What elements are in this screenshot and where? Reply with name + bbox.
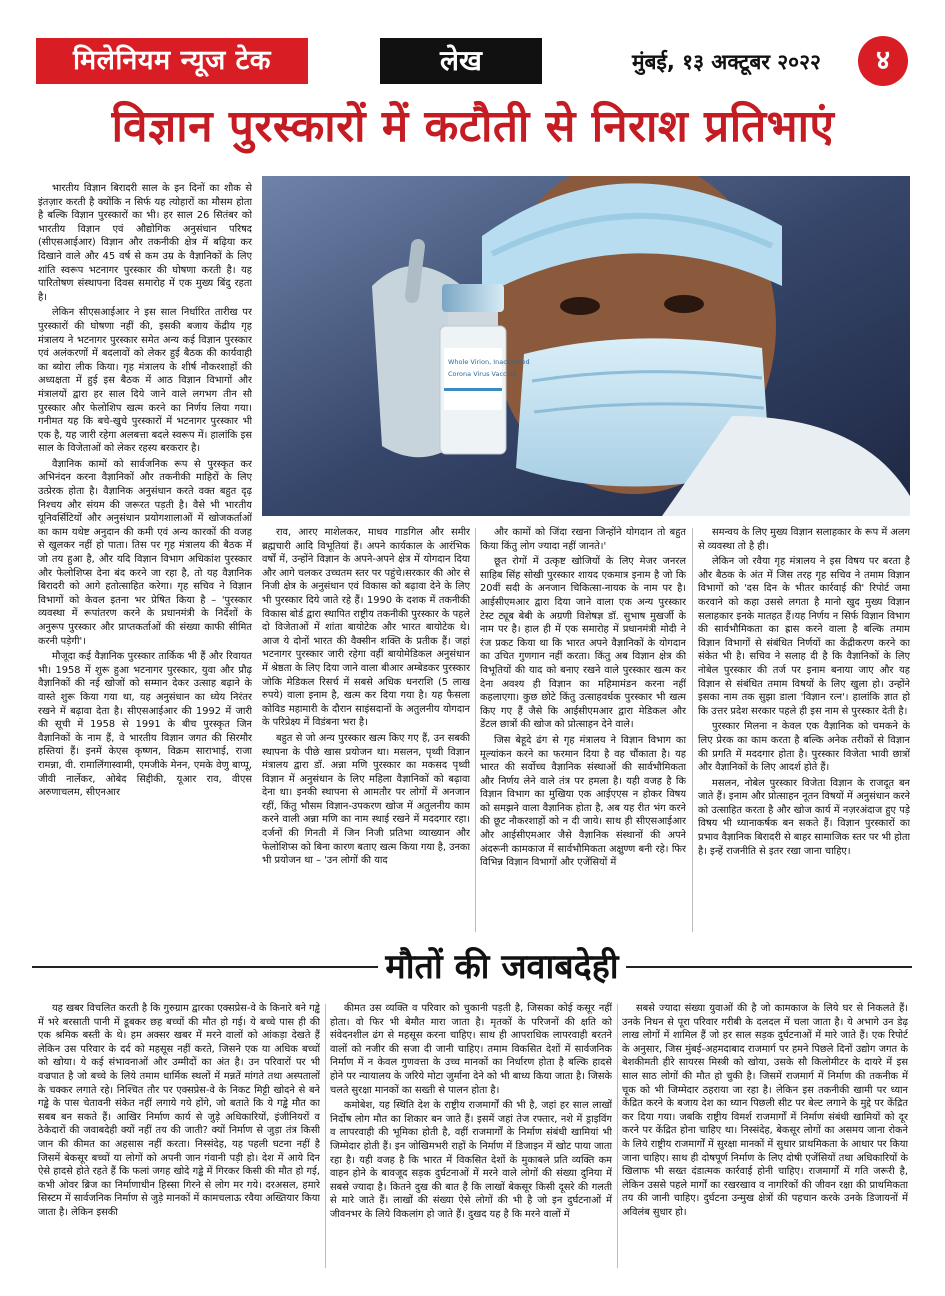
article2-column-1	[38, 1002, 320, 1270]
paragraph: भारतीय विज्ञान बिरादरी साल के इन दिनों का शौक से इंतज़ार करती है क्योंकि न सिर्फ यह त्योहारों का मौसम होता है बल्कि विज्ञान पुरस्कारों का भी। हर साल 26 सितंबर को भारतीय विज्ञान एवं औद्योगिक अनुसंधान परिषद (सीएसआईआर) विज्ञान और तकनीकी क्षेत्र में बढ़िया कर दिखाने वाले और 45 वर्ष से कम उम्र के वैज्ञानिकों के लिए शांति स्वरूप भटनागर पुरस्कार की घोषणा करती है। यह पारितोषण संस्थापना दिवस समारोह में एक मुख्य बिंदु रहता है।	[38, 183, 252, 303]
article1-column-3	[480, 526, 686, 934]
column-divider	[475, 528, 476, 932]
vial-label-line-2: Corona Virus Vaccine	[448, 370, 517, 378]
paragraph: लेकिन सीएसआईआर ने इस साल निर्धारित तारीख पर पुरस्कारों की घोषणा नहीं की, इसकी बजाय केंद्रीय गृह मंत्रालय ने भटनागर पुरस्कार समेत अन्य कई विज्ञान पुरस्कार एवं अलंकरणों में बदलावों को लेकर हुई बैठक की कार्यवाही का ब्योरा लीक किया। गृह मंत्रालय के शीर्ष नौकरशाहों की अध्यक्षता में हुई इस बैठक में आठ विज्ञान विभागों और मंत्रालयों द्वारा हर साल दिये जाने वाले लगभग तीन सौ पुरस्कार और फेलोशिप खत्म करने का निर्णय लिया गया। गनीमत यह कि बचे-खुचे पुरस्कारों में भटनागर पुरस्कार भी एक है, यह जारी रहेगा अलबत्ता बदले स्वरूप में। हालांकि इस साल के विजेताओं को लेकर रहस्य बरकरार है।	[38, 307, 252, 455]
paragraph: राव, आरए माशेलकर, माधव गाडगिल और समीर ब्रह्मचारी आदि विभूतियां हैं। अपने कार्यकाल के आरंभिक वर्षों में, उन्होंने विज्ञान के अपने-अपने क्षेत्र में योगदान दिया और आगे चलकर उच्चतम स्तर पर पहुंचे।सरकार की ओर से निजी क्षेत्र के अनुसंधान एवं विकास को बढ़ावा देने के लिए भी पुरस्कार दिये जाते रहे हैं। 1990 के दशक में तकनीकी विकास बोर्ड द्वारा स्थापित राष्ट्रीय तकनीकी पुरस्कार के पहले दो विजेताओं में शांता बायोटेक और भारत बायोटेक थे। आज ये दोनों भारत की वैक्सीन शक्ति के प्रतीक हैं। जहां भटनागर पुरस्कार जारी रहेगा वहीं बायोमेडिकल अनुसंधान में श्रेष्ठता के लिए दिया जाने वाला बीआर अम्बेडकर पुरस्कार जोकि मेडिकल रिसर्च में सबसे अधिक धनराशि (5 लाख रुपये) वाला इनाम है, खत्म कर दिया गया है। यह फैसला कोविड महामारी के दौरान साइंसदानों के अतुलनीय योगदान के परिप्रेक्ष्य में विडंबना भरा है।	[262, 527, 470, 729]
paragraph: जिस बेहूदे ढंग से गृह मंत्रालय ने विज्ञान विभाग का मूल्यांकन करने का फरमान दिया है वह चौंकाता है। यह भारत की सर्वोच्च वैज्ञानिक संस्थाओं की सार्वभौमिकता और निर्णय लेने वाले तंत्र पर हमला है। यही वजह है कि विज्ञान विभाग का मुखिया एक आईएएस न होकर विषय को समझने वाला वैज्ञानिक होता है, अब यह रीत भंग करने की छूट नौकरशाहों को न दी जाये। साथ ही सीएसआईआर और आईसीएमआर जैसे वैज्ञानिक संस्थानों की अपने अंदरूनी कामकाज में सार्वभौमिकता अक्षुण्ण बनी रहे। फिर विभिन्न विज्ञान विभागों और एजेंसियों में	[480, 734, 686, 869]
paragraph: लेकिन जो रवैया गृह मंत्रालय ने इस विषय पर बरता है और बैठक के अंत में जिस तरह गृह सचिव ने तमाम विज्ञान विभागों को 'दस दिन के भीतर कार्रवाई की' रिपोर्ट जमा करवाने को कहा उससे लगता है मानो खुद मुख्य विज्ञान सलाहकार इनके मातहत हैं।यह निर्णय न सिर्फ विज्ञान विभाग की सार्वभौमिकता का ह्रास करने वाला है बल्कि तमाम विज्ञान विभागों से संबंधित निर्णयों का केंद्रीकरण करने का संकेत भी है। सचिव ने सलाह दी है कि वैज्ञानिकों के लिए नोबेल पुरस्कार की तर्ज पर इनाम बनाया जाए और यह विज्ञान से संबंधित तमाम विषयों के लिए खुला हो। उन्होंने इसका नाम तक सुझा डाला 'विज्ञान रत्न'। हालांकि ज्ञात हो कि उत्तर प्रदेश सरकार पहले ही इस नाम से पुरस्कार देती है।	[698, 556, 910, 717]
paragraph: छूत रोगों में उत्कृष्ट खोजियों के लिए मेजर जनरल साहिब सिंह सोखी पुरस्कार शायद एकमात्र इनाम है जो कि 20वीं सदी के अनजान चिकित्सा-नायक के नाम पर है। आईसीएमआर द्वारा दिया जाने वाला एक अन्य पुरस्कार टेस्ट ट्यूब बेबी के अग्रणी विशेषज्ञ डॉ. सुभाष मुखर्जी के नाम पर है। हाल ही में एक समारोह में प्रधानमंत्री मोदी ने रंज प्रकट किया था कि भारत अपने वैज्ञानिकों के योगदान का उचित गुणगान नहीं करता। किंतु अब विज्ञान क्षेत्र की विभूतियों की याद को बनाए रखने वाले पुरस्कार खत्म कर देना अवश्य ही विज्ञान का महिमामंडन करना नहीं कहलाएगा। कुछ छोटे किंतु उत्साहवर्धक पुरस्कार भी खत्म किए गए हैं जैसे कि आईसीएमआर द्वारा मेडिकल और डेंटल छात्रों की खोज को प्रोत्साहन देने वाले।	[480, 556, 686, 731]
article-headline: विज्ञान पुरस्कारों में कटौती से निराश प्रतिभाएं	[111, 101, 835, 152]
vaccine-photo-illustration	[262, 176, 910, 516]
vial-label-line-1: Whole Virion, Inactivated	[448, 358, 530, 366]
editorial-headline-bar	[32, 936, 912, 998]
article-photo	[262, 176, 910, 516]
section-label: लेख	[380, 38, 542, 84]
paragraph: बहुत से जो अन्य पुरस्कार खत्म किए गए हैं, उन सबकी स्थापना के पीछे खास प्रयोजन था। मसलन, पृथ्वी विज्ञान मंत्रालय द्वारा डॉ. अन्ना मणि पुरस्कार का मकसद पृथ्वी विज्ञान में अनुसंधान के लिए महिला वैज्ञानिकों को बढ़ावा देना था। इनकी स्थापना से आमतौर पर लोगों में अनजान रहीं, किंतु भौसम विज्ञान-उपकरण खोज में अतुलनीय काम करने वाली अन्ना मणि का नाम स्थाई रखने में मददगार रहा। दर्जनों की गिनती में जिन निजी प्रतिभा व्याख्यान और फेलोशिप्स को बिना कारण बताए खत्म किया गया है, उनका भी प्रयोजन था – 'उन लोगों की याद	[262, 732, 470, 867]
paragraph: मौजूदा कई वैज्ञानिक पुरस्कार तार्किक भी हैं और रिवायत भी। 1958 में शुरू हुआ भटनागर पुरस्कार, युवा और प्रौढ़ वैज्ञानिकों की नई खोजों को सम्मान देकर उत्साह बढ़ाने के वास्ते शुरू किया गया था, यह अनुसंधान का ध्येय निरंतर रखने में बढ़ावा देता है। सीएसआईआर की 1992 में जारी की सूची में 1958 से 1991 के बीच पुरस्कृत जिन वैज्ञानिकों के नाम हैं, वे भारतीय विज्ञान जगत की सिरमौर हस्तियां हैं। इनमें केएस कृष्णन, विक्रम साराभाई, राजा रामन्ना, वी. रामालिंगास्वामी, एमजीके मेनन, एमके वेणु बाप्पू, जीवी नार्लेकर, ओबेद सिद्दीकी, यूआर राव, वीएस अरुणाचलम, सीएनआर	[38, 651, 252, 799]
paragraph: वैज्ञानिक कामों को सार्वजनिक रूप से पुरस्कृत कर अभिनंदन करना वैज्ञानिकों और तकनीकी माहिरों के लिए उत्प्रेरक होता है। वैज्ञानिक अनुसंधान करते वक्त बहुत दृढ़ निश्चय और संयम की जरूरत पड़ती है। वैसे भी भारतीय यूनिवर्सिटियों और अनुसंधान प्रयोगशालाओं में खोजकर्ताओं का काम यथेष्ट अनुदान की कमी एवं अन्य कारकों की वजह से खुलकर नहीं हो पाता। तिस पर गृह मंत्रालय की बैठक में जो तय हुआ है, और यदि विज्ञान विभाग अधिकांश पुरस्कार और फेलोशिप्स देना बंद करने जा रहा है, तो यह वैज्ञानिक बिरादरी को आगे हतोत्साहित करेगा। गृह सचिव ने विज्ञान विभागों को केवल इतना भर प्रेषित किया है – 'पुरस्कार व्यवस्था में रूपांतरण करने के प्रधानमंत्री के निर्देशों के अनुरूप पुरस्कार और प्राप्तकर्ताओं की संख्या काफी सीमित करनी पड़ेगी'।	[38, 458, 252, 647]
paragraph: समन्वय के लिए मुख्य विज्ञान सलाहकार के रूप में अलग से व्यवस्था तो है ही।	[698, 527, 910, 552]
paragraph: कमोबेश, यह स्थिति देश के राष्ट्रीय राजमार्गों की भी है, जहां हर साल लाखों निर्दोष लोग मौत का शिकार बन जाते हैं। इसमें जहां तेज रफ्तार, नशे में ड्राइविंग व लापरवाही की भूमिका होती है, वहीं राजमार्गों के निर्माण संबंधी खामियां भी जिम्मेदार होती हैं। इन जोखिमभरी राहों के निर्माण में डिजाइन में खोट पाया जाता रहा है। यही वजह है कि भारत में विकसित देशों के मुकाबले प्रति व्यक्ति कम वाहन होने के बावजूद सड़क दुर्घटनाओं में मरने वाले लोगों की संख्या दुनिया में सबसे ज्यादा है। कितने दुख की बात है कि लाखों बेकसूर किसी दूसरे की गलती से मारे जाते हैं। लाखों की संख्या ऐसे लोगों की भी है जो इन दुर्घटनाओं में जीवनभर के लिये विकलांग हो जाते हैं। दुखद यह है कि मरने वालों में	[330, 1100, 612, 1220]
paragraph: और कामों को जिंदा रखना जिन्होंने योगदान तो बहुत किया किंतु लोग ज्यादा नहीं जानते।'	[480, 527, 686, 552]
article1-column-2	[262, 526, 470, 934]
paragraph: कीमत उस व्यक्ति व परिवार को चुकानी पड़ती है, जिसका कोई कसूर नहीं होता। वो फिर भी बेमौत मारा जाता है। मृतकों के परिजनों की क्षति को संवेदनशील ढंग से महसूस करना चाहिए। साथ ही आपराधिक लापरवाही बरतने वालों को नजीर की सजा दी जानी चाहिए। तमाम विकसित देशों में सार्वजनिक निर्माण में न केवल गुणवत्ता के उच्च मानकों का निर्धारण होता है बल्कि हादसे होने पर न्यायालय के जरिये मोटा जुर्माना देने को भी बाध्य किया जाता है। जिसके चलते सुरक्षा मानकों का सख्ती से पालन होता है।	[330, 1003, 612, 1096]
paragraph: मसलन, नोबेल पुरस्कार विजेता विज्ञान के राजदूत बन जाते हैं। इनाम और प्रोत्साहन नूतन विषयों में अनुसंधान करने को उत्साहित करता है और खोज कार्य में नज़रअंदाज हुए पड़े विषय भी ध्यानाकर्षक बन सकते हैं। विज्ञान पुरस्कारों का प्रभाव वैज्ञानिक बिरादरी से बाहर सामाजिक स्तर पर भी होता है। इन्हें राजनीति से इतर रखा जाना चाहिए।	[698, 777, 910, 857]
article2-column-2	[330, 1002, 612, 1270]
editorial-headline: मौतों की जवाबदेही	[378, 936, 626, 998]
dateline: मुंबई, १३ अक्टूबर २०२२	[632, 50, 821, 74]
paragraph: सबसे ज्यादा संख्या युवाओं की है जो कामकाज के लिये घर से निकलते हैं। उनके निधन से पूरा परिवार गरीबी के दलदल में चला जाता है। ये अभागे उन डेढ़ लाख लोगों में शामिल हैं जो हर साल सड़क दुर्घटनाओं में मारे जाते हैं। एक रिपोर्ट के अनुसार, जिस मुंबई-अहमदाबाद राजमार्ग पर हमने पिछले दिनों उद्योग जगत के बेशकीमती हीरे सायरस मिस्त्री को खोया, उसके सौ किलोमीटर के दायरे में इस साल साठ लोगों की मौत हो चुकी है। जिसमें राजमार्ग में निर्माण की तकनीक में चूक को भी जिम्मेदार ठहराया जा रहा है। लेकिन इस तकनीकी खामी पर ध्यान केंद्रित करने के बजाय देश का ध्यान पिछली सीट पर बेल्ट लगाने के मुद्दे पर केंद्रित कर दिया गया। जबकि राष्ट्रीय विमर्श राजमार्गों में निर्माण संबंधी खामियों को दूर करने पर केंद्रित होना चाहिए था। निस्संदेह, बेकसूर लोगों का असमय जाना रोकने के लिये राष्ट्रीय राजमार्गों में सुरक्षा मानकों में सुधार प्राथमिकता के आधार पर किया जाना चाहिए। साथ ही दोषपूर्ण निर्माण के लिए दोषी एजेंसियों तथा अधिकारियों के खिलाफ भी सख्त दंडात्मक कार्रवाई होनी चाहिए। राजमार्गों में गति जरूरी है, लेकिन उससे पहले मार्गों का रखरखाव व नागरिकों की जीवन रक्षा की प्राथमिकता तय की जानी चाहिए। दुर्घटना उन्मुख क्षेत्रों की पहचान करके उनके डिजायनों में अविलंब सुधार हो।	[622, 1003, 908, 1218]
page-header	[32, 34, 912, 86]
paragraph: पुरस्कार मिलना न केवल एक वैज्ञानिक को चमकने के लिए प्रेरक का काम करता है बल्कि अनेक तरीकों से विज्ञान की प्रगति में मददगार होता है। पुरस्कार विजेता भावी छात्रों और वैज्ञानिकों के लिए आदर्श होते हैं।	[698, 721, 910, 774]
column-divider	[325, 1004, 326, 1268]
article2-column-3	[622, 1002, 908, 1270]
paragraph: यह खबर विचलित करती है कि गुरुग्राम द्वारका एक्सप्रेस-वे के किनारे बने गड्ढे में भरे बरसाती पानी में डूबकर छह बच्चों की मौत हो गई। ये बच्चे पास ही की एक श्रमिक बस्ती के थे। हम अक्सर खबर में मरने वालों को आंकड़ा देखते हैं लेकिन उस परिवार के दर्द को महसूस नहीं करते, जिसने एक या अधिक बच्चों को खोया। ये कई संभावनाओं और उम्मीदों का अंत है। उन परिवारों पर भी वज्रपात है जो बच्चे के लिये तमाम धार्मिक स्थलों में मन्नतें मांगते तथा अस्पतालों के चक्कर लगाते रहे। निश्चित तौर पर एक्सप्रेस-वे के निकट मिट्टी खोदने से बने गड्ढे के पास चेतावनी संकेत नहीं लगाये गये होंगे, जो बताते कि ये गड्ढे मौत का सबब बन सकते हैं। आखिर निर्माण कार्य से जुड़े अधिकारियों, इंजीनियरों व ठेकेदारों की जवाबदेही क्यों नहीं तय की जाती? क्यों निर्माण से जुड़ा तंत्र किसी जान की कीमत का अहसास नहीं करता। निस्संदेह, यह पहली घटना नहीं है जिसमें बेकसूर बच्चों या लोगों को अपनी जान गंवानी पड़ी हो। देश में आये दिन ऐसे हादसे होते रहते हैं कि फलां जगह खोदे गड्ढे में गिरकर किसी की मौत हो गई, कभी ओवर ब्रिज का निर्माणाधीन हिस्सा गिरने से लोग मर गये। दरअसल, हमारे सिस्टम में सार्वजनिक निर्माण से जुड़े मानकों में कामचलाऊ रवैया अख्तियार किया जाता है। लेकिन इसकी	[38, 1003, 320, 1218]
column-divider	[617, 1004, 618, 1268]
masthead-brand: मिलेनियम न्यूज टेक	[36, 38, 308, 84]
column-divider	[692, 528, 693, 932]
page-number: ४	[858, 36, 908, 86]
article1-column-4	[698, 526, 910, 934]
article1-column-1	[38, 182, 252, 934]
